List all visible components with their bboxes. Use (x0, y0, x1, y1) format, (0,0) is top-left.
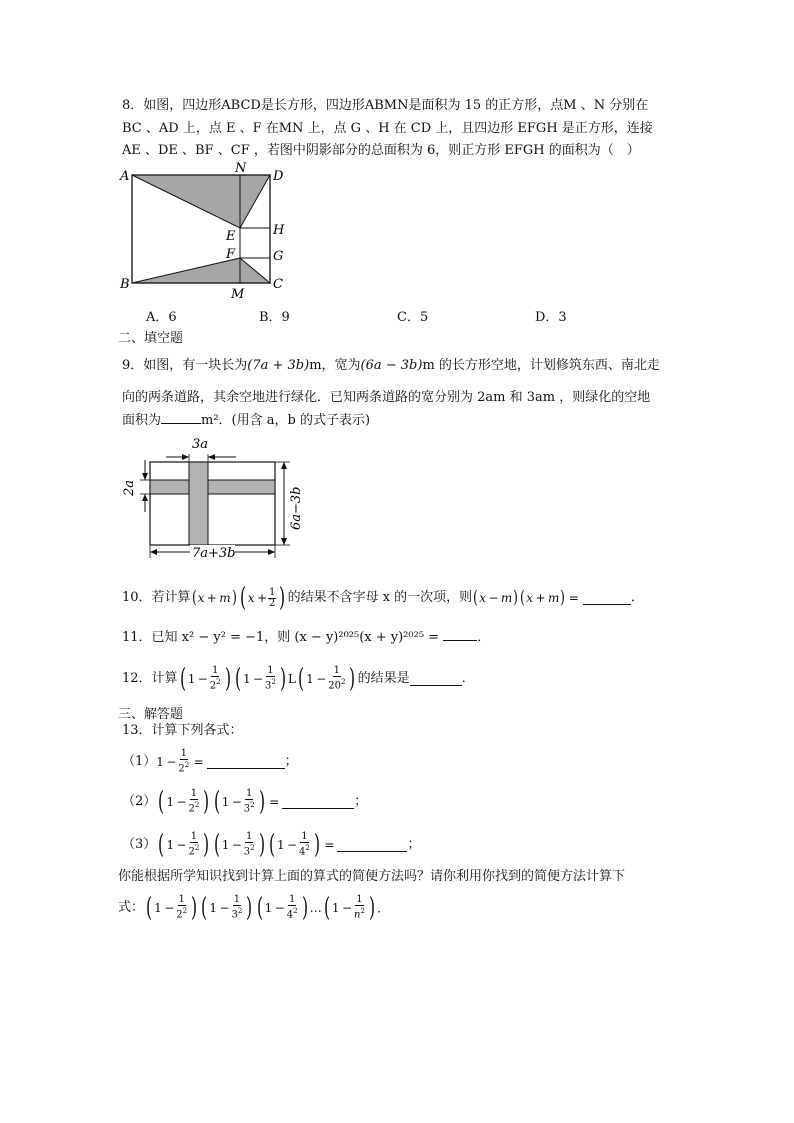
q12-text-1: 12．计算 (122, 671, 178, 686)
q8-option-b: B．9 (259, 310, 290, 325)
q9-road-horizontal (150, 480, 275, 494)
q8-label-e: E (226, 229, 236, 244)
q13-part2-blank[interactable] (282, 796, 354, 809)
section-fill-blank: 二、填空题 (118, 331, 184, 346)
q13-part3-label: （3） (122, 837, 157, 852)
q13-ending-2 (118, 893, 389, 923)
q10-answer-blank[interactable] (583, 592, 631, 605)
q9-label-right: 6a−3b (289, 486, 304, 530)
q8-label-h: H (273, 223, 285, 238)
q12-expr: ( 1 − $\frac{1}{2^2}$ ) ( 1 − $\frac{1}{3^2}$ ) L ( 1 − $\frac{1}{20^2}$ ) (179, 664, 356, 694)
q10-expr-1: ( x + m ) ( x + $\frac{1}{2}$ ) (191, 583, 286, 613)
q12-text-2: 的结果是 (357, 671, 410, 686)
q9-figure (118, 432, 308, 567)
q13-ending-1: 你能根据所学知识找到计算上面的算式的简便方法吗？请你利用你找到的简便方法计算下 (118, 869, 626, 884)
q13-general-expr: ( 1 − $\frac{1}{2^2}$ ) ( 1 − $\frac{1}{3^2}$ ) ( 1 − $\frac{1}{4^2}$ ) … ( 1 − $\frac{1}{n^2}$ ) ． (146, 893, 390, 923)
q8-figure (118, 162, 288, 302)
q9-label-top: 3a (192, 437, 209, 452)
q8-shade-bottom (132, 258, 240, 283)
q13-part2-label: （2） (122, 794, 157, 809)
q12-line (122, 664, 475, 694)
q11-text: 11．已知 x² − y² = −1，则 (x − y)²⁰²⁵(x + y)²⁰²⁵ = (122, 630, 440, 645)
q9-text-1: 9．如图，有一块长为 (122, 358, 248, 373)
q12-answer-blank[interactable] (410, 673, 462, 686)
q8-line2: BC 、AD 上，点 E 、F 在MN 上，点 G 、H 在 CD 上，且四边形 EFGH 是正方形，连接 (122, 121, 653, 136)
q12-end: ． (461, 671, 475, 686)
q13-title: 13．计算下列各式： (122, 723, 243, 738)
q10-text-2: 的结果不含字母 x 的一次项，则 (287, 590, 473, 605)
q9-text-area: 面积为 (122, 413, 162, 428)
q13-part3-blank[interactable] (337, 839, 407, 852)
q9-dim-length: (7a + 3b) (247, 358, 310, 373)
q8-label-m: M (231, 287, 245, 302)
q11-end: ． (477, 630, 491, 645)
q8-label-g: G (273, 249, 284, 264)
q8-shade-right (240, 175, 270, 228)
q8-square-efgh (240, 228, 270, 258)
q8-option-d: D．3 (535, 310, 567, 325)
q9-line2: 向的两条道路，其余空地进行绿化．已知两条道路的宽分别为 2am 和 3am ，则绿化的空地 (122, 390, 651, 405)
q8-line3: AE 、DE 、BF 、CF ，若图中阴影部分的总面积为 6，则正方形 EFGH 的面积为（ ） (122, 143, 640, 158)
q13-part1-expr: 1 − $\frac{1}{2^2}$ = (156, 748, 204, 775)
q8-option-c: C．5 (397, 310, 429, 325)
q8-shade-bottom-right (240, 258, 270, 283)
q13-part3: （3） ( 1 − $\frac{1}{2^2}$ ) ( 1 − $\frac{1}{3^2}$ ) ( 1 − $\frac{1}{4^2}$ ) = ； (122, 830, 421, 860)
q9-answer-blank[interactable] (161, 411, 201, 424)
q13-part2: （2） ( 1 − $\frac{1}{2^2}$ ) ( 1 − $\frac{1}{3^2}$ ) = ； (122, 787, 368, 817)
q9-text-unit: m²．(用含 a，b 的式子表示) (201, 413, 371, 428)
q13-part3-expr: ( 1 − $\frac{1}{2^2}$ ) ( 1 − $\frac{1}{3^2}$ ) ( 1 − $\frac{1}{4^2}$ ) = (158, 830, 335, 860)
q13-ending-2-text: 式： (118, 900, 145, 915)
q13-part1-label: （1） (122, 754, 157, 769)
q10-expr-2: ( x − m ) ( x + m ) = (473, 587, 579, 608)
q9-road-vertical (189, 462, 208, 545)
q9-label-left: 2a (122, 479, 137, 496)
q9-text-2: m，宽为 (309, 358, 361, 373)
q8-label-a: A (120, 169, 130, 184)
q13-part1: （1） 1 − $\frac{1}{2^2}$ = ； (122, 748, 298, 775)
q8-label-c: C (273, 277, 283, 292)
section-solve: 三、解答题 (118, 707, 184, 722)
q11-line (122, 628, 490, 647)
q9-dim-width: (6a − 3b) (360, 358, 423, 373)
q9-label-bottom: 7a+3b (192, 546, 236, 561)
q9-line3 (122, 411, 370, 430)
q9-text-3: m 的长方形空地，计划修筑东西、南北走 (422, 358, 660, 373)
q8-option-a: A．6 (146, 310, 177, 325)
q13-part1-blank[interactable] (207, 756, 285, 769)
q8-label-b: B (120, 277, 130, 292)
q9-line1 (122, 357, 660, 375)
q10-end: ． (630, 590, 644, 605)
q10-text-1: 10．若计算 (122, 590, 191, 605)
q8-label-n: N (235, 162, 247, 176)
q13-part2-expr: ( 1 − $\frac{1}{2^2}$ ) ( 1 − $\frac{1}{3^2}$ ) = (158, 787, 280, 817)
q8-label-d: D (273, 169, 284, 184)
q8-line1: 8．如图，四边形ABCD是长方形，四边形ABMN是面积为 15 的正方形，点M 、N 分别在 (122, 98, 649, 113)
q8-shade-top (132, 175, 240, 228)
q8-label-f: F (226, 247, 236, 262)
q11-answer-blank[interactable] (443, 628, 477, 641)
q10-line (122, 585, 644, 611)
